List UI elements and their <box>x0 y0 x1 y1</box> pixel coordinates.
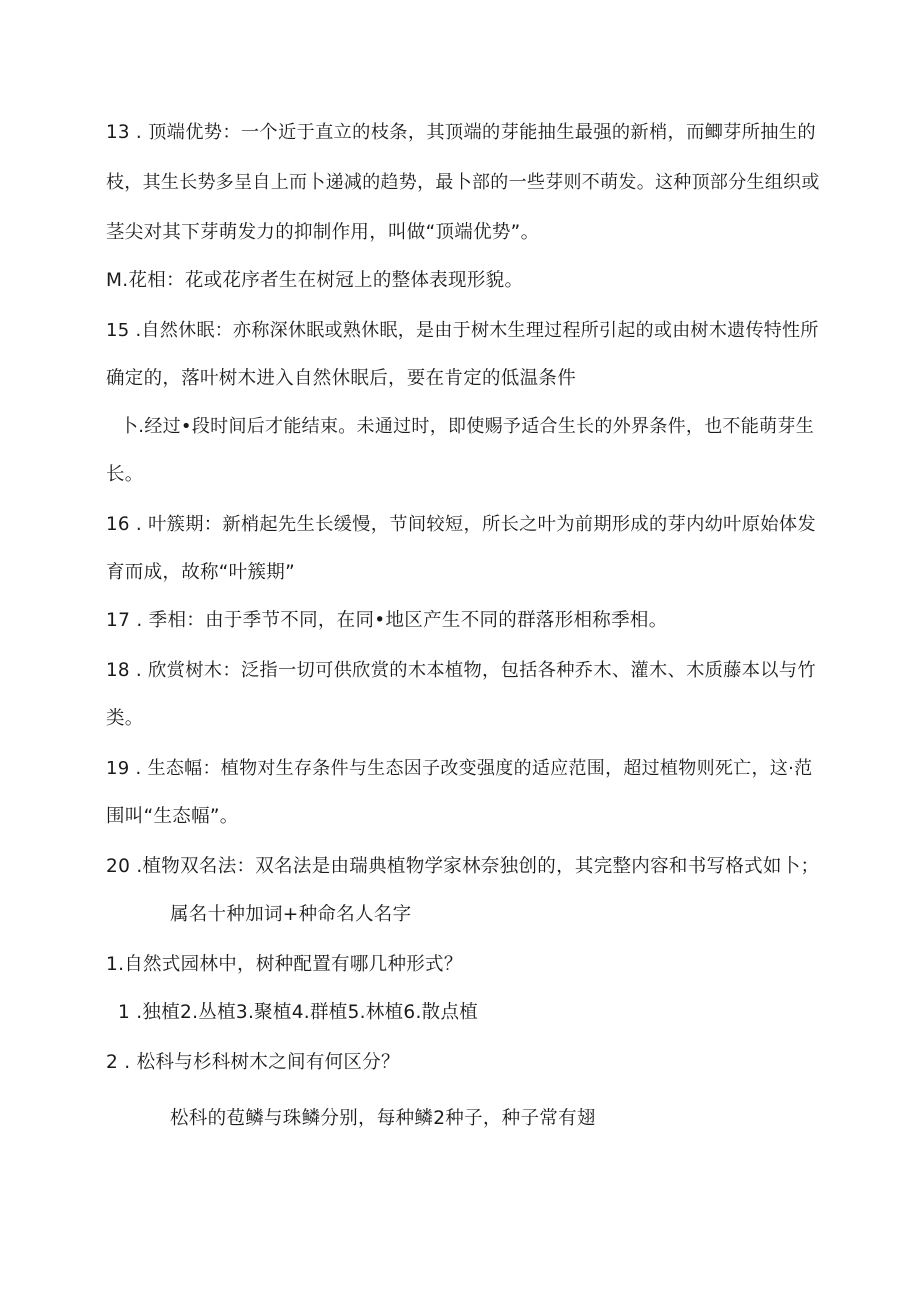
question-1: 1.自然式园林中，树种配置有哪几种形式？ <box>106 954 463 975</box>
text-line-binomial-format: 属名十种加词+种命名人名字 <box>170 904 412 925</box>
text-line-14: M.花相：花或花序者生在树冠上的整体表现形貌。 <box>106 270 524 291</box>
answer-2: 松科的苞鳞与珠鳞分别，每种鳞2种子，种子常有翅 <box>170 1108 596 1129</box>
text-line-18-1: 18 . 欣赏树木：泛指一切可供欣赏的木本植物，包括各种乔木、灌木、木质藤本以与竹 <box>106 660 816 681</box>
text-line-20: 20 .植物双名法：双名法是由瑞典植物学家林奈独创的，其完整内容和书写格式如卜； <box>106 856 820 877</box>
text-line-15-1: 15 .自然休眠：亦称深休眠或熟休眠，是由于树木生理过程所引起的或由树木遗传特性所 <box>106 320 819 341</box>
text-line-19-2: 围叫“生态幅”。 <box>106 806 239 827</box>
answer-1: 1 .独植2.丛植3.聚植4.群植5.林植6.散点植 <box>118 1002 479 1023</box>
text-line-16-1: 16 . 叶簇期：新梢起先生长缓慢，节间较短，所长之叶为前期形成的芽内幼叶原始体发 <box>106 514 816 535</box>
text-line-17: 17 . 季相：由于季节不同，在同•地区产生不同的群落形相称季相。 <box>106 610 668 631</box>
text-line-16-2: 育而成，故称“叶簇期” <box>106 562 295 583</box>
text-line-15-2: 确定的，落叶树木进入自然休眠后，要在肯定的低温条件 <box>106 368 577 389</box>
text-line-15-4: 长。 <box>106 464 144 485</box>
question-2: 2 . 松科与杉科树木之间有何区分？ <box>106 1052 400 1073</box>
text-line-15-3: 卜.经过•段时间后才能结束。未通过时，即使赐予适合生长的外界条件，也不能萌芽生 <box>120 416 815 437</box>
text-line-13-2: 枝，其生长势多呈自上而卜递减的趋势，最卜部的一些芽则不萌发。这种顶部分生组织或 <box>106 172 820 193</box>
text-line-13-3: 茎尖对其下芽萌发力的抑制作用，叫做“顶端优势”。 <box>106 222 540 243</box>
text-line-19-1: 19 . 生态幅：植物对生存条件与生态因子改变强度的适应范围，超过植物则死亡，这·范 <box>106 758 813 779</box>
text-line-18-2: 类。 <box>106 708 144 729</box>
text-line-13-1: 13 . 顶端优势：一个近于直立的枝条，其顶端的芽能抽生最强的新梢，而鲫芽所抽生的 <box>106 122 816 143</box>
